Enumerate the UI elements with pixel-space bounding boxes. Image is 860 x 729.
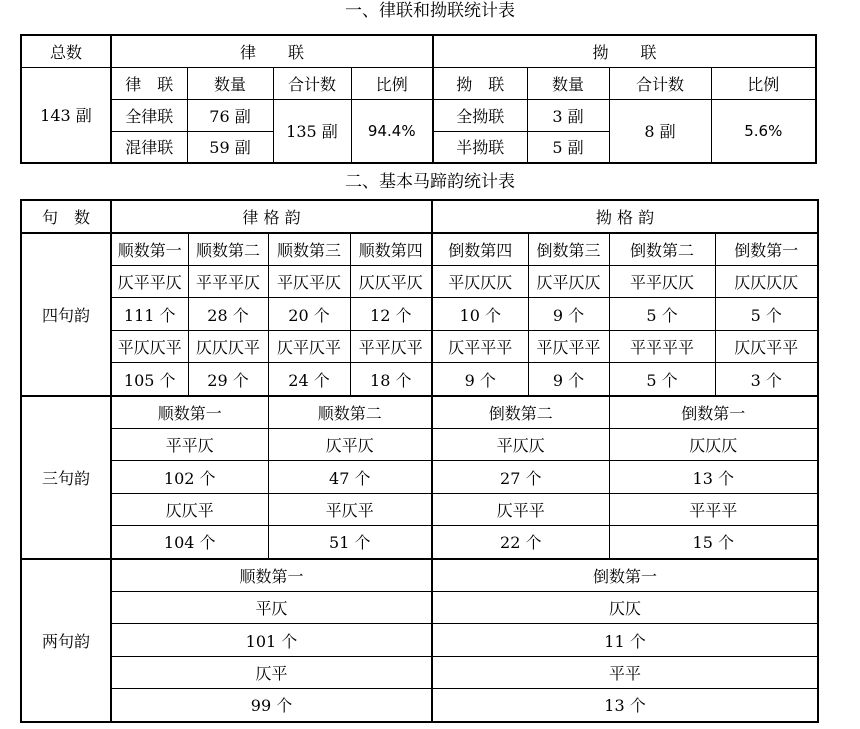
subheader-ratio: 比例 <box>351 67 433 99</box>
total-value: 143 副 <box>21 67 111 163</box>
three-sentence-header-cell: 顺数第二 <box>268 396 432 429</box>
four-sentence-count-cell: 5 个 <box>609 298 715 331</box>
three-sentence-header-cell: 顺数第一 <box>111 396 268 429</box>
four-sentence-header-cell: 顺数第二 <box>188 233 268 266</box>
table1-title: 一、律联和拗联统计表 <box>345 1 515 21</box>
four-sentence-row <box>21 298 818 331</box>
four-sentence-header-cell: 顺数第四 <box>350 233 432 266</box>
lu-count: 76 副 <box>187 99 273 131</box>
header-lu-rhyme: 律 格 韵 <box>111 200 432 233</box>
four-sentence-count-cell: 24 个 <box>268 363 350 396</box>
two-sentence-header-cell: 倒数第一 <box>432 559 818 592</box>
subheader-lu-label: 律 联 <box>111 67 187 99</box>
two-sentence-count-cell: 13 个 <box>432 689 818 722</box>
lu-ao-stats-table <box>20 34 817 164</box>
subheader-ratio2: 比例 <box>711 67 816 99</box>
four-sentence-count-cell: 10 个 <box>432 298 528 331</box>
four-sentence-header-cell: 倒数第四 <box>432 233 528 266</box>
subheader-count: 数量 <box>187 67 273 99</box>
two-sentence-header-cell: 顺数第一 <box>111 559 432 592</box>
lu-subtotal: 135 副 <box>273 99 351 163</box>
three-sentence-row <box>21 396 818 429</box>
four-sentence-header-cell: 倒数第二 <box>609 233 715 266</box>
four-sentence-pattern-cell: 平仄平平 <box>528 330 609 363</box>
three-sentence-count-cell: 102 个 <box>111 461 268 494</box>
four-sentence-pattern-cell: 平平仄平 <box>350 330 432 363</box>
two-sentence-count-cell: 101 个 <box>111 624 432 657</box>
four-sentence-pattern-cell: 平仄仄平 <box>111 330 188 363</box>
four-sentence-count-cell: 105 个 <box>111 363 188 396</box>
four-sentence-count-cell: 3 个 <box>715 363 818 396</box>
four-sentence-count-cell: 9 个 <box>528 298 609 331</box>
three-sentence-count-cell: 15 个 <box>609 526 818 559</box>
three-sentence-pattern-cell: 仄仄平 <box>111 493 268 526</box>
three-sentence-count-cell: 22 个 <box>432 526 609 559</box>
ao-subtotal: 8 副 <box>609 99 711 163</box>
three-sentence-pattern-cell: 平仄仄 <box>432 428 609 461</box>
ao-type: 半拗联 <box>433 131 527 163</box>
two-sentence-row <box>21 559 818 592</box>
three-sentence-label: 三句韵 <box>21 396 111 559</box>
four-sentence-pattern-cell: 仄仄平平 <box>715 330 818 363</box>
two-sentence-pattern-cell: 平仄 <box>111 591 432 624</box>
three-sentence-count-cell: 104 个 <box>111 526 268 559</box>
two-sentence-row <box>21 689 818 722</box>
two-sentence-count-cell: 99 个 <box>111 689 432 722</box>
two-sentence-row <box>21 624 818 657</box>
three-sentence-pattern-cell: 平仄平 <box>268 493 432 526</box>
four-sentence-count-cell: 28 个 <box>188 298 268 331</box>
four-sentence-pattern-cell: 平平平仄 <box>188 265 268 298</box>
header-lu: 律 联 <box>111 35 433 67</box>
ao-ratio: 5.6% <box>711 99 816 163</box>
subheader-ao-label: 拗 联 <box>433 67 527 99</box>
four-sentence-pattern-cell: 仄平仄平 <box>268 330 350 363</box>
four-sentence-count-cell: 20 个 <box>268 298 350 331</box>
two-sentence-pattern-cell: 平平 <box>432 656 818 689</box>
four-sentence-count-cell: 5 个 <box>609 363 715 396</box>
four-sentence-row <box>21 265 818 298</box>
three-sentence-row <box>21 461 818 494</box>
three-sentence-pattern-cell: 仄仄仄 <box>609 428 818 461</box>
four-sentence-label: 四句韵 <box>21 233 111 396</box>
four-sentence-header-cell: 倒数第三 <box>528 233 609 266</box>
three-sentence-row <box>21 526 818 559</box>
subheader-subtotal2: 合计数 <box>609 67 711 99</box>
four-sentence-pattern-cell: 平平平平 <box>609 330 715 363</box>
four-sentence-count-cell: 29 个 <box>188 363 268 396</box>
three-sentence-header-cell: 倒数第二 <box>432 396 609 429</box>
four-sentence-header-cell: 顺数第三 <box>268 233 350 266</box>
subheader-count2: 数量 <box>527 67 609 99</box>
four-sentence-pattern-cell: 仄平平平 <box>432 330 528 363</box>
four-sentence-count-cell: 12 个 <box>350 298 432 331</box>
lu-type: 全律联 <box>111 99 187 131</box>
three-sentence-pattern-cell: 仄平仄 <box>268 428 432 461</box>
four-sentence-count-cell: 18 个 <box>350 363 432 396</box>
three-sentence-row <box>21 493 818 526</box>
two-sentence-pattern-cell: 仄平 <box>111 656 432 689</box>
three-sentence-header-cell: 倒数第一 <box>609 396 818 429</box>
rhyme-stats-table <box>20 199 819 723</box>
four-sentence-row <box>21 233 818 266</box>
lu-ratio: 94.4% <box>351 99 433 163</box>
four-sentence-count-cell: 111 个 <box>111 298 188 331</box>
three-sentence-row <box>21 428 818 461</box>
two-sentence-label: 两句韵 <box>21 559 111 722</box>
three-sentence-count-cell: 47 个 <box>268 461 432 494</box>
header-sentences: 句 数 <box>21 200 111 233</box>
four-sentence-pattern-cell: 平仄平仄 <box>268 265 350 298</box>
two-sentence-row <box>21 656 818 689</box>
four-sentence-header-cell: 倒数第一 <box>715 233 818 266</box>
four-sentence-count-cell: 9 个 <box>432 363 528 396</box>
header-total: 总数 <box>21 35 111 67</box>
table2-title: 二、基本马蹄韵统计表 <box>345 172 515 192</box>
three-sentence-count-cell: 27 个 <box>432 461 609 494</box>
four-sentence-pattern-cell: 平平仄仄 <box>609 265 715 298</box>
three-sentence-count-cell: 13 个 <box>609 461 818 494</box>
four-sentence-row <box>21 363 818 396</box>
ao-count: 3 副 <box>527 99 609 131</box>
four-sentence-pattern-cell: 仄平仄仄 <box>528 265 609 298</box>
four-sentence-pattern-cell: 仄仄仄平 <box>188 330 268 363</box>
lu-type: 混律联 <box>111 131 187 163</box>
four-sentence-count-cell: 9 个 <box>528 363 609 396</box>
four-sentence-pattern-cell: 仄平平仄 <box>111 265 188 298</box>
three-sentence-pattern-cell: 仄平平 <box>432 493 609 526</box>
header-ao: 拗 联 <box>433 35 816 67</box>
header-ao-rhyme: 拗 格 韵 <box>432 200 818 233</box>
four-sentence-pattern-cell: 仄仄仄仄 <box>715 265 818 298</box>
four-sentence-count-cell: 5 个 <box>715 298 818 331</box>
three-sentence-count-cell: 51 个 <box>268 526 432 559</box>
two-sentence-pattern-cell: 仄仄 <box>432 591 818 624</box>
lu-count: 59 副 <box>187 131 273 163</box>
four-sentence-header-cell: 顺数第一 <box>111 233 188 266</box>
ao-type: 全拗联 <box>433 99 527 131</box>
ao-count: 5 副 <box>527 131 609 163</box>
four-sentence-pattern-cell: 仄仄平仄 <box>350 265 432 298</box>
two-sentence-count-cell: 11 个 <box>432 624 818 657</box>
three-sentence-pattern-cell: 平平平 <box>609 493 818 526</box>
four-sentence-pattern-cell: 平仄仄仄 <box>432 265 528 298</box>
subheader-subtotal: 合计数 <box>273 67 351 99</box>
two-sentence-row <box>21 591 818 624</box>
three-sentence-pattern-cell: 平平仄 <box>111 428 268 461</box>
four-sentence-row <box>21 330 818 363</box>
